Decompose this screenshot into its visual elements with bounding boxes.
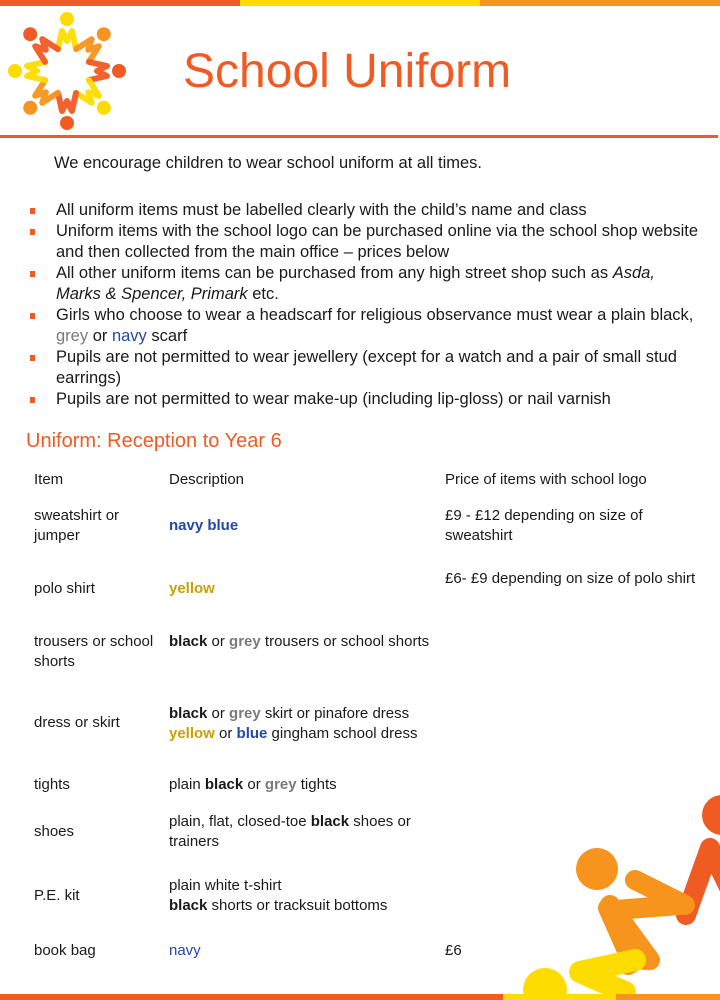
- column-header-price: Price of items with school logo: [445, 471, 647, 488]
- color-word-grey: grey: [229, 705, 261, 722]
- bottom-bar-red: [0, 994, 503, 1000]
- item-cell: sweatshirt or jumper: [34, 507, 120, 544]
- logo-figure-body: [76, 80, 99, 103]
- rule-text: All other uniform items can be purchased from any high street shop such as: [56, 264, 613, 282]
- column-header-item: Item: [34, 471, 64, 488]
- bullet-icon: [30, 355, 35, 361]
- section-heading: Uniform: Reception to Year 6: [26, 430, 282, 452]
- desc-text: trousers or school shorts: [260, 633, 430, 650]
- top-bar-yellow: [240, 0, 480, 6]
- color-word-black: black: [169, 897, 208, 914]
- school-logo-icon: [4, 8, 134, 132]
- logo-figure-head: [23, 27, 37, 41]
- color-word-grey: grey: [56, 327, 89, 345]
- description-cell: [169, 876, 439, 916]
- description-cell: navy: [169, 942, 201, 959]
- description-cell: [169, 775, 439, 795]
- desc-text: plain: [169, 776, 205, 793]
- item-cell: dress or skirt: [34, 714, 120, 731]
- price-cell: £6- £9 depending on size of polo shirt: [445, 570, 696, 587]
- desc-text: or: [207, 633, 230, 650]
- logo-figure-body: [58, 93, 76, 111]
- logo-figure-head: [97, 27, 111, 41]
- intro-text: We encourage children to wear school uniform at all times.: [54, 154, 482, 172]
- rule-item: [0, 347, 700, 389]
- logo-figure-head: [8, 64, 22, 78]
- desc-text: gingham school dress: [267, 725, 418, 742]
- item-cell: P.E. kit: [34, 887, 80, 904]
- desc-text: skirt or pinafore dress: [260, 705, 410, 722]
- rule-item: [0, 200, 700, 221]
- color-word-blue: blue: [236, 725, 268, 742]
- logo-figure-head: [60, 12, 74, 26]
- logo-figure-body: [35, 39, 58, 62]
- logo-figure-body: [27, 62, 45, 80]
- column-header-description: Description: [169, 471, 245, 488]
- desc-text: or: [243, 776, 265, 793]
- desc-text: plain white t-shirt: [169, 877, 282, 894]
- rule-text: or: [88, 327, 112, 345]
- bullet-icon: [30, 271, 35, 277]
- description-cell: yellow: [169, 580, 215, 597]
- rule-text: scarf: [146, 327, 188, 345]
- bullet-icon: [30, 208, 35, 214]
- rule-item: [0, 263, 700, 305]
- decorative-figures-icon: [500, 780, 720, 1000]
- logo-figure-body: [89, 62, 107, 80]
- top-bar-orange: [480, 0, 720, 6]
- rule-item: [0, 305, 700, 347]
- rule-text: All uniform items must be labelled clearly with the child’s name and class: [56, 201, 587, 219]
- price-cell: £9 - £12 depending on size of sweatshirt: [445, 507, 643, 544]
- logo-figure-head: [112, 64, 126, 78]
- logo-figure-head: [23, 101, 37, 115]
- bullet-icon: [30, 313, 35, 319]
- logo-figure-body: [76, 39, 99, 62]
- desc-text: or: [207, 705, 230, 722]
- rule-text: etc.: [247, 285, 279, 303]
- bottom-bar-yellow: [503, 994, 616, 1000]
- item-cell: shoes: [34, 823, 75, 840]
- item-cell: trousers or school shorts: [34, 633, 154, 670]
- bottom-color-bar: [0, 994, 720, 1000]
- rule-text: Pupils are not permitted to wear make-up (including lip-gloss) or nail varnish: [56, 390, 611, 408]
- page-title: School Uniform: [183, 45, 512, 98]
- item-cell: book bag: [34, 942, 96, 959]
- description-cell: [169, 704, 459, 744]
- uniform-rules-list: [0, 200, 700, 410]
- top-color-bar: [0, 0, 720, 6]
- item-cell: polo shirt: [34, 580, 95, 597]
- desc-text: shoes or trainers: [169, 813, 411, 850]
- color-word-grey: grey: [229, 633, 261, 650]
- rule-text: Uniform items with the school logo can be purchased online via the school shop website and then collected from the main office – prices below: [56, 222, 699, 261]
- desc-text: tights: [296, 776, 337, 793]
- rule-item: [0, 389, 700, 410]
- top-bar-red: [0, 0, 240, 6]
- logo-figure-head: [97, 101, 111, 115]
- color-word-black: black: [169, 633, 208, 650]
- logo-figure-body: [58, 31, 76, 49]
- color-word-black: black: [204, 776, 244, 793]
- description-cell: [169, 632, 439, 652]
- item-cell: tights: [34, 776, 70, 793]
- header-divider: [0, 135, 718, 138]
- rule-text: Girls who choose to wear a headscarf for religious observance must wear a plain black,: [56, 306, 694, 324]
- logo-figure-body: [35, 80, 58, 103]
- color-word-black: black: [169, 705, 208, 722]
- desc-text: plain, flat, closed-toe: [169, 813, 311, 830]
- rule-text: Pupils are not permitted to wear jewellery (except for a watch and a pair of small stud earrings): [56, 348, 677, 387]
- color-word-black: black: [310, 813, 350, 830]
- desc-text: or: [214, 725, 237, 742]
- desc-text: shorts or tracksuit bottoms: [207, 897, 388, 914]
- bullet-icon: [30, 229, 35, 235]
- color-word-yellow: yellow: [169, 725, 215, 742]
- color-word-grey: grey: [264, 776, 297, 793]
- description-cell: navy blue: [169, 517, 239, 534]
- description-cell: [169, 812, 434, 852]
- bottom-bar-orange: [616, 994, 720, 1000]
- shop-names: Asda, Marks & Spencer, Primark: [56, 264, 655, 303]
- logo-figure-head: [60, 116, 74, 130]
- price-cell: £6: [445, 942, 462, 959]
- rule-item: [0, 221, 700, 263]
- color-word-navy: navy: [111, 327, 147, 345]
- bullet-icon: [30, 397, 35, 403]
